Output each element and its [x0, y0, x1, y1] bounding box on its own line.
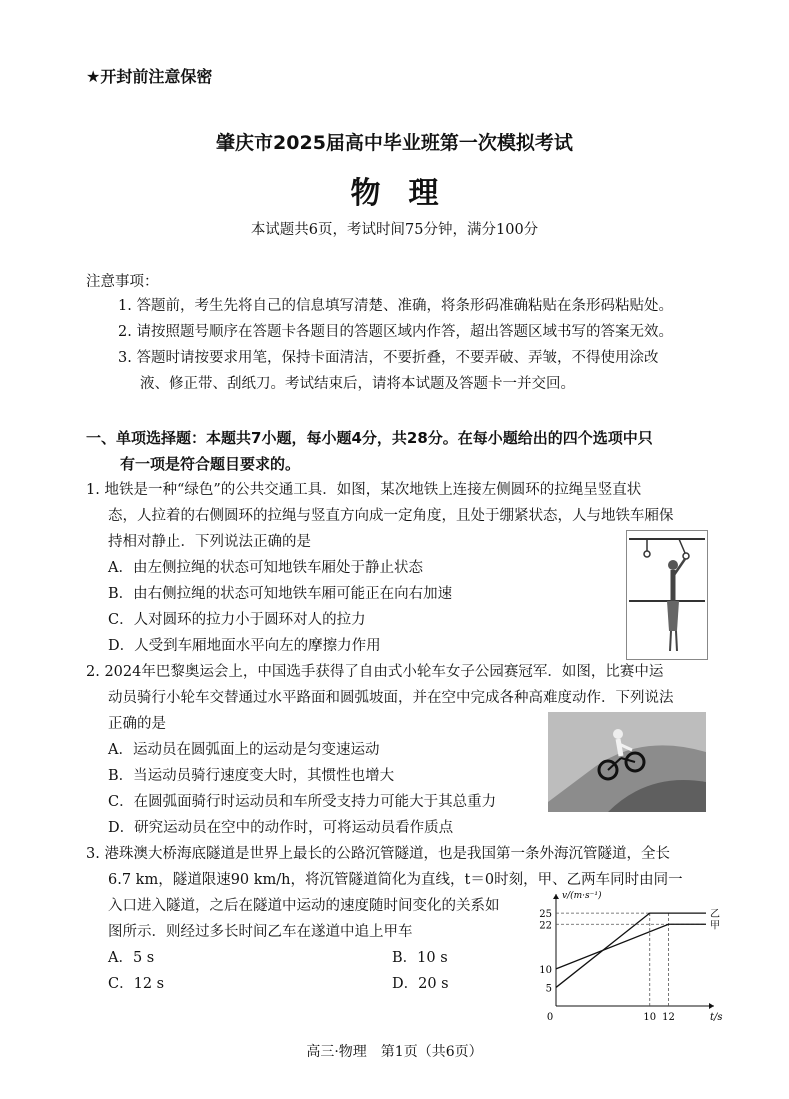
q2-option-d: D．研究运动员在空中的动作时，可将运动员看作质点 [108, 820, 454, 836]
x-tick-label: 0 [546, 1012, 554, 1023]
q3-stem: 入口进入隧道，之后在隧道中运动的速度随时间变化的关系如 [108, 898, 500, 914]
exam-info: 本试题共6页，考试时间75分钟，满分100分 [250, 222, 539, 238]
x-axis-arrow [709, 1003, 714, 1009]
y-tick-label: 10 [539, 964, 552, 976]
y-axis-arrow [553, 894, 559, 899]
q1-option-b: B．由右侧拉绳的状态可知地铁车厢可能正在向右加速 [108, 586, 453, 602]
note-item: 2. 请按照题号顺序在答题卡各题目的答题区域内作答，超出答题区域书写的答案无效。 [118, 324, 673, 340]
q2-option-c: C．在圆弧面骑行时运动员和车所受支持力可能大于其总重力 [108, 794, 497, 810]
series-label-0: 乙 [710, 909, 720, 921]
q1-option-d: D．人受到车厢地面水平向左的摩擦力作用 [108, 638, 381, 654]
y-axis-label: v/(m·s⁻¹) [562, 891, 602, 901]
q3-option-c: C．12 s [108, 976, 165, 992]
page-footer: 高三·物理 第1页（共6页） [306, 1044, 483, 1060]
series-label-1: 甲 [710, 920, 720, 932]
x-tick-label: 10 [643, 1012, 657, 1023]
notes-heading: 注意事项： [86, 274, 159, 290]
q1-option-a: A．由左侧拉绳的状态可知地铁车厢处于静止状态 [108, 560, 423, 576]
x-tick-label: 12 [662, 1012, 675, 1023]
y-tick-label: 5 [545, 983, 552, 995]
q2-stem: 动员骑行小轮车交替通过水平路面和圆弧坡面，并在空中完成各种高难度动作．下列说法 [108, 690, 674, 706]
q3-stem: 6.7 km，隧道限速90 km/h，将沉管隧道简化为直线，t＝0时刻，甲、乙两车同时由同一 [108, 872, 683, 888]
x-axis-label: t/s [710, 1012, 723, 1023]
velocity-time-chart [530, 891, 723, 1023]
q3-option-d: D．20 s [392, 976, 449, 992]
bmx-illustration [548, 712, 706, 812]
q2-option-b: B．当运动员骑行速度变大时，其惯性也增大 [108, 768, 395, 784]
q1-stem: 态，人拉着的右侧圆环的拉绳与竖直方向成一定角度，且处于绷紧状态，人与地铁车厢保 [108, 508, 674, 524]
q2-option-a: A．运动员在圆弧面上的运动是匀变速运动 [108, 742, 380, 758]
exam-title: 肇庆市2025届高中毕业班第一次模拟考试 [216, 132, 573, 154]
q1-stem: 1. 地铁是一种“绿色”的公共交通工具．如图，某次地铁上连接左侧圆环的拉绳呈竖直状 [86, 482, 642, 498]
q3-option-a: A．5 s [108, 950, 155, 966]
q2-stem: 正确的是 [108, 716, 166, 732]
note-item: 液、修正带、刮纸刀。考试结束后，请将本试题及答题卡一并交回。 [140, 376, 575, 392]
q2-stem: 2. 2024年巴黎奥运会上，中国选手获得了自由式小轮车女子公园赛冠军．如图，比赛中运 [86, 664, 664, 680]
series-line-1 [556, 924, 706, 969]
note-item: 3. 答题时请按要求用笔，保持卡面清洁，不要折叠，不要弄破、弄皱，不得使用涂改 [118, 350, 659, 366]
confidential-notice: ★开封前注意保密 [86, 67, 213, 86]
y-tick-label: 25 [539, 909, 552, 921]
bmx-photo [548, 712, 706, 812]
note-item: 1. 答题前，考生先将自己的信息填写清楚、准确，将条形码准确粘贴在条形码粘贴处。 [118, 298, 673, 314]
subway-figure [626, 530, 708, 660]
section-heading: 一、单项选择题：本题共7小题，每小题4分，共28分。在每小题给出的四个选项中只 [86, 429, 653, 447]
y-tick-label: 22 [539, 920, 552, 932]
q3-stem: 3. 港珠澳大桥海底隧道是世界上最长的公路沉管隧道，也是我国第一条外海沉管隧道，全长 [86, 846, 670, 862]
section-heading-cont: 有一项是符合题目要求的。 [120, 455, 301, 473]
q1-stem: 持相对静止．下列说法正确的是 [108, 534, 311, 550]
q3-stem: 图所示．则经过多长时间乙车在遂道中追上甲车 [108, 924, 413, 940]
subject-title: 物理 [350, 176, 467, 211]
q3-option-b: B．10 s [392, 950, 448, 966]
subway-illustration [627, 531, 707, 659]
q1-option-c: C．人对圆环的拉力小于圆环对人的拉力 [108, 612, 366, 628]
